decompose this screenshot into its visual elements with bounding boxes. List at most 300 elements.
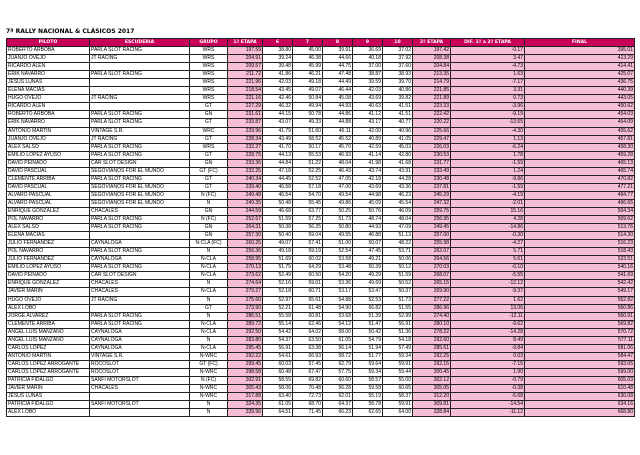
col-grupo-cell: N (FC) xyxy=(190,216,228,224)
col-grupo-cell: WRS xyxy=(190,47,228,55)
col-stage-6-cell: 58.06 xyxy=(263,385,293,393)
col-etapa-1-cell: 221.16 xyxy=(228,95,263,103)
col-escuderia-cell: PARLA SLOT RACING xyxy=(90,312,190,320)
col-etapa-2-cell: 255.98 xyxy=(413,240,451,248)
col-stage-9-cell: 51.77 xyxy=(353,352,383,360)
col-stage-6-cell: 54.61 xyxy=(263,352,293,360)
col-stage-7-cell: 49.07 xyxy=(293,87,323,95)
col-final-cell: 560.91 xyxy=(525,312,635,320)
col-etapa-1-cell: 339.96 xyxy=(228,409,263,417)
col-etapa-2-header: 2ª ETAPA xyxy=(413,39,451,47)
col-stage-10-cell: 43.36 xyxy=(383,183,413,191)
col-etapa-1-cell: 283.80 xyxy=(228,336,263,344)
col-escuderia-cell xyxy=(90,393,190,401)
col-stage-9-cell: 50.76 xyxy=(353,207,383,215)
col-piloto-cell: ALEX SALSO xyxy=(7,143,90,151)
col-etapa-1-cell: 209.57 xyxy=(228,63,263,71)
col-stage-7-header: 7 xyxy=(293,39,323,47)
col-escuderia-cell: PARLA SLOT RACING xyxy=(90,224,190,232)
col-grupo-cell: GT (FC) xyxy=(190,360,228,368)
col-stage-7-cell: 45.99 xyxy=(293,63,323,71)
col-piloto-cell: ELENA MACIAS xyxy=(7,87,90,95)
col-etapa-2-cell: 233.49 xyxy=(413,167,451,175)
col-stage-9-cell: 50.39 xyxy=(353,264,383,272)
col-stage-10-cell: 64.00 xyxy=(383,409,413,417)
col-final-cell: 509.62 xyxy=(525,216,635,224)
col-etapa-1-cell: 270.13 xyxy=(228,264,263,272)
results-table xyxy=(6,38,635,417)
col-stage-9-cell: 47.45 xyxy=(353,248,383,256)
col-stage-7-cell: 57.41 xyxy=(293,240,323,248)
col-grupo-cell: N (FC) xyxy=(190,376,228,384)
col-piloto-cell: DAVID PASCUAL xyxy=(7,183,90,191)
col-diferencia-cell: -3.96 xyxy=(451,103,525,111)
table-row xyxy=(7,409,635,417)
table-row xyxy=(7,401,635,409)
col-etapa-1-cell: 232.25 xyxy=(228,167,263,175)
col-stage-8-cell: 39.91 xyxy=(323,47,353,55)
col-diferencia-cell: -12.12 xyxy=(451,280,525,288)
col-stage-6-cell: 52.18 xyxy=(263,288,293,296)
col-stage-9-cell: 46.88 xyxy=(353,232,383,240)
col-stage-10-cell: 41.51 xyxy=(383,111,413,119)
col-etapa-1-cell: 302.91 xyxy=(228,376,263,384)
col-diferencia-cell: -9.19 xyxy=(451,111,525,119)
col-stage-6-cell: 46.58 xyxy=(263,183,293,191)
col-diferencia-cell: -1.59 xyxy=(451,159,525,167)
col-etapa-1-cell: 211.72 xyxy=(228,71,263,79)
col-stage-6-cell: 51.59 xyxy=(263,216,293,224)
col-etapa-1-cell: 273.62 xyxy=(228,272,263,280)
col-final-cell: 523.51 xyxy=(525,256,635,264)
col-etapa-1-cell: 260.25 xyxy=(228,240,263,248)
col-stage-7-cell: 60.81 xyxy=(293,312,323,320)
col-grupo-cell: GN xyxy=(190,232,228,240)
table-row xyxy=(7,360,635,368)
col-piloto-cell: EMILIO LOPEZ AYUSO xyxy=(7,151,90,159)
col-stage-9-header: 9 xyxy=(353,39,383,47)
col-stage-9-cell: 62.65 xyxy=(353,409,383,417)
col-etapa-1-cell: 273.90 xyxy=(228,304,263,312)
col-stage-9-cell: 40.18 xyxy=(353,55,383,63)
col-stage-9-cell: 41.98 xyxy=(353,159,383,167)
col-escuderia-cell: PARLA SLOT RACING xyxy=(90,151,190,159)
col-stage-10-cell: 56.91 xyxy=(383,320,413,328)
col-diferencia-cell: 1.24 xyxy=(451,167,525,175)
col-stage-6-cell: 44.15 xyxy=(263,111,293,119)
col-stage-8-cell: 54.90 xyxy=(323,304,353,312)
header-row xyxy=(7,39,635,47)
col-stage-6-cell: 50.48 xyxy=(263,199,293,207)
col-stage-8-cell: 62.79 xyxy=(323,360,353,368)
col-grupo-cell: N (FC) xyxy=(190,191,228,199)
col-piloto-cell: CARLOS LOPEZ ARROGANTE xyxy=(7,368,90,376)
col-stage-10-cell: 43.91 xyxy=(383,167,413,175)
col-grupo-cell: N xyxy=(190,409,228,417)
table-row xyxy=(7,272,635,280)
col-piloto-cell: CARLOS LOPEZ xyxy=(7,344,90,352)
col-piloto-cell: ENRIQUE GONZÁLEZ xyxy=(7,207,90,215)
col-piloto-cell: ALVARO PASCUAL xyxy=(7,199,90,207)
col-etapa-1-cell: 228.75 xyxy=(228,151,263,159)
col-diferencia-cell: 0.03 xyxy=(451,352,525,360)
col-diferencia-cell: -5.55 xyxy=(451,272,525,280)
col-escuderia-cell: CHACALES xyxy=(90,288,190,296)
table-row xyxy=(7,119,635,127)
col-stage-6-cell: 44.45 xyxy=(263,175,293,183)
col-final-cell: 395.01 xyxy=(525,47,635,55)
col-piloto-cell: ÁNGEL LUIS MANZANO xyxy=(7,336,90,344)
col-stage-6-cell: 54.42 xyxy=(263,328,293,336)
col-escuderia-cell xyxy=(90,232,190,240)
col-etapa-1-cell: 233.36 xyxy=(228,159,263,167)
col-stage-8-cell: 48.04 xyxy=(323,159,353,167)
col-stage-6-cell: 41.79 xyxy=(263,127,293,135)
col-diferencia-cell: -14.86 xyxy=(451,224,525,232)
col-etapa-1-cell: 258.95 xyxy=(228,256,263,264)
col-grupo-cell: GN xyxy=(190,159,228,167)
table-row xyxy=(7,159,635,167)
col-stage-8-cell: 44.49 xyxy=(323,79,353,87)
col-stage-10-cell: 44.28 xyxy=(383,175,413,183)
col-diferencia-cell: -7.17 xyxy=(451,79,525,87)
col-stage-6-cell: 52.21 xyxy=(263,304,293,312)
col-final-cell: 457.81 xyxy=(525,135,635,143)
col-stage-7-cell: 50.84 xyxy=(293,95,323,103)
col-etapa-2-cell: 214.79 xyxy=(413,79,451,87)
table-row xyxy=(7,95,635,103)
col-stage-6-cell: 50.40 xyxy=(263,232,293,240)
col-stage-10-cell: 47.09 xyxy=(383,224,413,232)
col-piloto-cell: POL NAVARRO xyxy=(7,216,90,224)
col-stage-7-cell: 72.73 xyxy=(293,393,323,401)
col-stage-8-cell: 49.55 xyxy=(323,232,353,240)
col-final-cell: 584.47 xyxy=(525,352,635,360)
col-stage-8-cell: 54.20 xyxy=(323,272,353,280)
col-stage-8-cell: 60.60 xyxy=(323,376,353,384)
col-stage-10-cell: 40.77 xyxy=(383,119,413,127)
col-etapa-2-cell: 245.29 xyxy=(413,191,451,199)
table-row xyxy=(7,296,635,304)
col-etapa-2-cell: 222.42 xyxy=(413,111,451,119)
col-final-cell: 454.03 xyxy=(525,111,635,119)
col-stage-10-cell: 51.59 xyxy=(383,272,413,280)
col-diferencia-cell: -4.73 xyxy=(451,63,525,71)
col-final-cell: 549.17 xyxy=(525,288,635,296)
col-stage-8-cell: 57.75 xyxy=(323,368,353,376)
table-row xyxy=(7,344,635,352)
col-stage-7-cell: 59.01 xyxy=(293,280,323,288)
col-stage-10-cell: 59.34 xyxy=(383,352,413,360)
table-row xyxy=(7,103,635,111)
table-row xyxy=(7,336,635,344)
col-stage-10-cell: 59.91 xyxy=(383,401,413,409)
col-grupo-cell: WRS xyxy=(190,87,228,95)
col-stage-7-cell: 68.70 xyxy=(293,401,323,409)
col-escuderia-cell xyxy=(90,79,190,87)
col-etapa-1-header: 1ª ETAPA xyxy=(228,39,263,47)
table-row xyxy=(7,79,635,87)
col-etapa-2-cell: 269.90 xyxy=(413,288,451,296)
col-etapa-1-cell: 324.35 xyxy=(228,401,263,409)
col-stage-7-cell: 58.52 xyxy=(293,135,323,143)
table-row xyxy=(7,199,635,207)
col-diferencia-cell: 15.16 xyxy=(451,207,525,215)
col-stage-6-cell: 46.54 xyxy=(263,191,293,199)
col-stage-10-cell: 45.03 xyxy=(383,143,413,151)
col-stage-7-cell: 52.52 xyxy=(293,175,323,183)
col-stage-8-cell: 46.44 xyxy=(323,87,353,95)
col-grupo-cell: N xyxy=(190,248,228,256)
col-grupo-cell: WRS xyxy=(190,63,228,71)
col-grupo-cell: WRS xyxy=(190,95,228,103)
col-stage-10-cell: 54.18 xyxy=(383,336,413,344)
col-stage-6-cell: 52.49 xyxy=(263,272,293,280)
col-stage-8-cell: 45.52 xyxy=(323,135,353,143)
col-final-cell: 541.69 xyxy=(525,272,635,280)
col-diferencia-cell: 0.73 xyxy=(451,95,525,103)
col-stage-8-cell: 56.14 xyxy=(323,344,353,352)
col-escuderia-cell: VINTAGE S.R. xyxy=(90,127,190,135)
col-stage-6-cell: 51.75 xyxy=(263,264,293,272)
col-escuderia-cell: CAYNALOGA xyxy=(90,328,190,336)
col-etapa-1-cell: 292.22 xyxy=(228,352,263,360)
col-piloto-cell: ANTONIO MARTÍN xyxy=(7,127,90,135)
col-grupo-cell: WRS xyxy=(190,79,228,87)
col-grupo-cell: WRS xyxy=(190,143,228,151)
col-grupo-cell: N-WRC xyxy=(190,352,228,360)
col-piloto-cell: CLEMENTE ARRIBA xyxy=(7,320,90,328)
col-piloto-cell: RICARDO ALÉN xyxy=(7,63,90,71)
col-diferencia-cell: -9.62 xyxy=(451,320,525,328)
col-etapa-1-cell: 240.34 xyxy=(228,175,263,183)
col-escuderia-cell: PARLA SLOT RACING xyxy=(90,216,190,224)
col-final-cell: 577.11 xyxy=(525,336,635,344)
col-stage-10-cell: 51.13 xyxy=(383,232,413,240)
col-stage-7-cell: 51.22 xyxy=(293,159,323,167)
col-escuderia-cell: PARLA SLOT RACING xyxy=(90,320,190,328)
col-escuderia-cell: JT RACING xyxy=(90,296,190,304)
col-stage-8-cell: 62.01 xyxy=(323,393,353,401)
col-stage-7-cell: 56.25 xyxy=(293,224,323,232)
col-piloto-cell: HUGO OVEJO xyxy=(7,95,90,103)
col-etapa-2-cell: 257.00 xyxy=(413,232,451,240)
col-stage-8-cell: 45.08 xyxy=(323,95,353,103)
col-piloto-cell: ÁNGEL LUIS MANZANO xyxy=(7,328,90,336)
col-final-cell: 540.16 xyxy=(525,264,635,272)
col-diferencia-cell: 3.47 xyxy=(451,55,525,63)
col-etapa-1-cell: 228.34 xyxy=(228,135,263,143)
col-stage-8-cell: 49.86 xyxy=(323,199,353,207)
col-piloto-cell: EMILIO LOPEZ AYUSO xyxy=(7,264,90,272)
col-stage-7-cell: 63.50 xyxy=(293,336,323,344)
col-final-cell: 630.08 xyxy=(525,393,635,401)
col-diferencia-cell: 3.31 xyxy=(451,87,525,95)
col-final-cell: 436.75 xyxy=(525,79,635,87)
col-escuderia-cell: PARLA SLOT RACING xyxy=(90,264,190,272)
col-escuderia-cell: SEGOVIANOS FOR EL MUNDO xyxy=(90,167,190,175)
col-escuderia-cell: ROCOSLOT xyxy=(90,368,190,376)
col-grupo-cell: GT xyxy=(190,151,228,159)
table-row xyxy=(7,167,635,175)
col-stage-10-cell: 41.51 xyxy=(383,103,413,111)
col-stage-8-cell: 53.58 xyxy=(323,256,353,264)
col-etapa-1-cell: 249.48 xyxy=(228,191,263,199)
col-stage-7-cell: 64.29 xyxy=(293,264,323,272)
col-stage-7-cell: 66.93 xyxy=(293,352,323,360)
col-etapa-1-cell: 257.30 xyxy=(228,232,263,240)
col-final-cell: 413.29 xyxy=(525,55,635,63)
col-final-cell: 518.43 xyxy=(525,248,635,256)
col-etapa-1-cell: 264.31 xyxy=(228,224,263,232)
col-stage-7-cell: 61.48 xyxy=(293,304,323,312)
col-final-cell: 458.30 xyxy=(525,143,635,151)
col-etapa-1-cell: 239.40 xyxy=(228,183,263,191)
col-final-cell: 496.65 xyxy=(525,199,635,207)
col-stage-6-cell: 49.18 xyxy=(263,248,293,256)
col-etapa-2-cell: 270.03 xyxy=(413,264,451,272)
col-stage-7-cell: 49.18 xyxy=(293,79,323,87)
table-row xyxy=(7,385,635,393)
col-escuderia-cell xyxy=(90,304,190,312)
col-stage-7-cell: 57.18 xyxy=(293,183,323,191)
col-diferencia-cell: 1.90 xyxy=(451,368,525,376)
col-etapa-2-cell: 197.42 xyxy=(413,47,451,55)
col-etapa-2-cell: 302.12 xyxy=(413,376,451,384)
table-row xyxy=(7,71,635,79)
col-stage-9-cell: 53.47 xyxy=(353,288,383,296)
col-stage-9-cell: 49.69 xyxy=(353,280,383,288)
col-stage-7-cell: 62.46 xyxy=(293,320,323,328)
col-etapa-1-cell: 232.27 xyxy=(228,143,263,151)
col-final-cell: 599.00 xyxy=(525,368,635,376)
table-row xyxy=(7,328,635,336)
col-etapa-1-cell: 204.91 xyxy=(228,55,263,63)
col-stage-9-cell: 42.03 xyxy=(353,87,383,95)
col-diferencia-cell: -9.37 xyxy=(451,288,525,296)
col-stage-8-cell: 49.54 xyxy=(323,191,353,199)
col-etapa-2-cell: 277.22 xyxy=(413,296,451,304)
col-stage-7-cell: 50.17 xyxy=(293,143,323,151)
col-stage-8-cell: 44.86 xyxy=(323,111,353,119)
col-final-cell: 494.77 xyxy=(525,191,635,199)
col-etapa-2-cell: 220.22 xyxy=(413,119,451,127)
col-escuderia-cell: JT RACING xyxy=(90,135,190,143)
col-stage-7-cell: 50.78 xyxy=(293,111,323,119)
col-grupo-cell: N-CLA xyxy=(190,256,228,264)
col-piloto-header: PILOTO xyxy=(7,39,90,47)
col-etapa-2-cell: 221.89 xyxy=(413,95,451,103)
col-final-cell: 459.28 xyxy=(525,151,635,159)
col-escuderia-cell: CAYNALOGA xyxy=(90,256,190,264)
col-diferencia-cell: -0.10 xyxy=(451,264,525,272)
col-stage-10-cell: 53.71 xyxy=(383,248,413,256)
col-stage-6-cell: 61.05 xyxy=(263,401,293,409)
col-stage-9-cell: 43.17 xyxy=(353,119,383,127)
col-stage-10-cell: 38.93 xyxy=(383,71,413,79)
col-etapa-2-cell: 264.56 xyxy=(413,256,451,264)
col-final-cell: 668.80 xyxy=(525,409,635,417)
col-escuderia-cell: SEGOVIANOS FOR EL MUNDO xyxy=(90,191,190,199)
col-final-cell: 414.41 xyxy=(525,63,635,71)
col-escuderia-cell xyxy=(90,103,190,111)
col-diferencia-cell: -14.54 xyxy=(451,401,525,409)
col-stage-8-cell: 47.05 xyxy=(323,175,353,183)
col-grupo-cell: GT xyxy=(190,304,228,312)
col-stage-10-cell: 48.04 xyxy=(383,216,413,224)
col-etapa-2-cell: 223.33 xyxy=(413,103,451,111)
col-stage-8-cell: 47.48 xyxy=(323,71,353,79)
col-escuderia-cell: CAYNALOGA xyxy=(90,336,190,344)
col-diferencia-cell: -1.59 xyxy=(451,183,525,191)
col-stage-6-cell: 51.69 xyxy=(263,256,293,264)
col-etapa-1-cell: 279.27 xyxy=(228,288,263,296)
col-final-cell: 454.09 xyxy=(525,119,635,127)
col-stage-10-cell: 41.05 xyxy=(383,135,413,143)
col-piloto-cell: JAVIER MARÍN xyxy=(7,288,90,296)
col-final-cell: 440.39 xyxy=(525,87,635,95)
table-row xyxy=(7,111,635,119)
page-title: 7ª RALLY NACIONAL & CLÁSICOS 2017 xyxy=(6,28,135,35)
table-row xyxy=(7,151,635,159)
col-etapa-2-cell: 259.75 xyxy=(413,207,451,215)
col-stage-10-cell: 52.99 xyxy=(383,312,413,320)
col-etapa-1-cell: 252.67 xyxy=(228,216,263,224)
col-stage-7-cell: 46.21 xyxy=(293,71,323,79)
col-stage-10-cell: 51.36 xyxy=(383,328,413,336)
col-stage-10-cell: 40.86 xyxy=(383,87,413,95)
table-row xyxy=(7,320,635,328)
col-stage-7-cell: 67.47 xyxy=(293,368,323,376)
col-escuderia-cell: SEGOVIANOS FOR EL MUNDO xyxy=(90,183,190,191)
col-piloto-cell: DAVID PEINADO xyxy=(7,159,90,167)
col-etapa-1-cell: 256.36 xyxy=(228,248,263,256)
col-diferencia-cell: -11.12 xyxy=(451,409,525,417)
col-escuderia-cell: JT RACING xyxy=(90,95,190,103)
col-diferencia-cell: -4.30 xyxy=(451,127,525,135)
col-escuderia-cell: CHACALES xyxy=(90,280,190,288)
col-escuderia-cell: CHACALES xyxy=(90,207,190,215)
col-stage-6-cell: 47.18 xyxy=(263,167,293,175)
col-stage-9-cell: 49.21 xyxy=(353,256,383,264)
col-etapa-1-cell: 231.61 xyxy=(228,111,263,119)
col-diferencia-cell: -0.79 xyxy=(451,376,525,384)
table-row xyxy=(7,175,635,183)
col-stage-9-cell: 48.74 xyxy=(353,216,383,224)
col-stage-9-cell: 39.59 xyxy=(353,79,383,87)
col-stage-6-cell: 55.58 xyxy=(263,312,293,320)
col-piloto-cell: JESÚS LUNAS xyxy=(7,393,90,401)
col-stage-10-cell: 39.82 xyxy=(383,95,413,103)
table-row xyxy=(7,63,635,71)
col-escuderia-cell: PARLA SLOT RACING xyxy=(90,248,190,256)
col-escuderia-cell: SANFI MOTORSLOT xyxy=(90,376,190,384)
col-etapa-1-cell: 229.96 xyxy=(228,127,263,135)
table-row xyxy=(7,191,635,199)
col-stage-9-cell: 51.94 xyxy=(353,344,383,352)
col-diferencia-cell: -9.84 xyxy=(451,344,525,352)
col-stage-10-cell: 46.23 xyxy=(383,191,413,199)
col-stage-10-cell: 45.54 xyxy=(383,199,413,207)
col-diferencia-cell: 1.62 xyxy=(451,296,525,304)
col-escuderia-cell: CAYNALOGA xyxy=(90,240,190,248)
col-piloto-cell: JULIO FERNÁNDEZ xyxy=(7,240,90,248)
col-grupo-cell: N-WRC xyxy=(190,385,228,393)
col-piloto-cell: ELENA MACIAS xyxy=(7,232,90,240)
col-piloto-cell: POL NAVARRO xyxy=(7,248,90,256)
col-final-cell: 560.86 xyxy=(525,304,635,312)
col-stage-9-cell: 59.58 xyxy=(353,385,383,393)
